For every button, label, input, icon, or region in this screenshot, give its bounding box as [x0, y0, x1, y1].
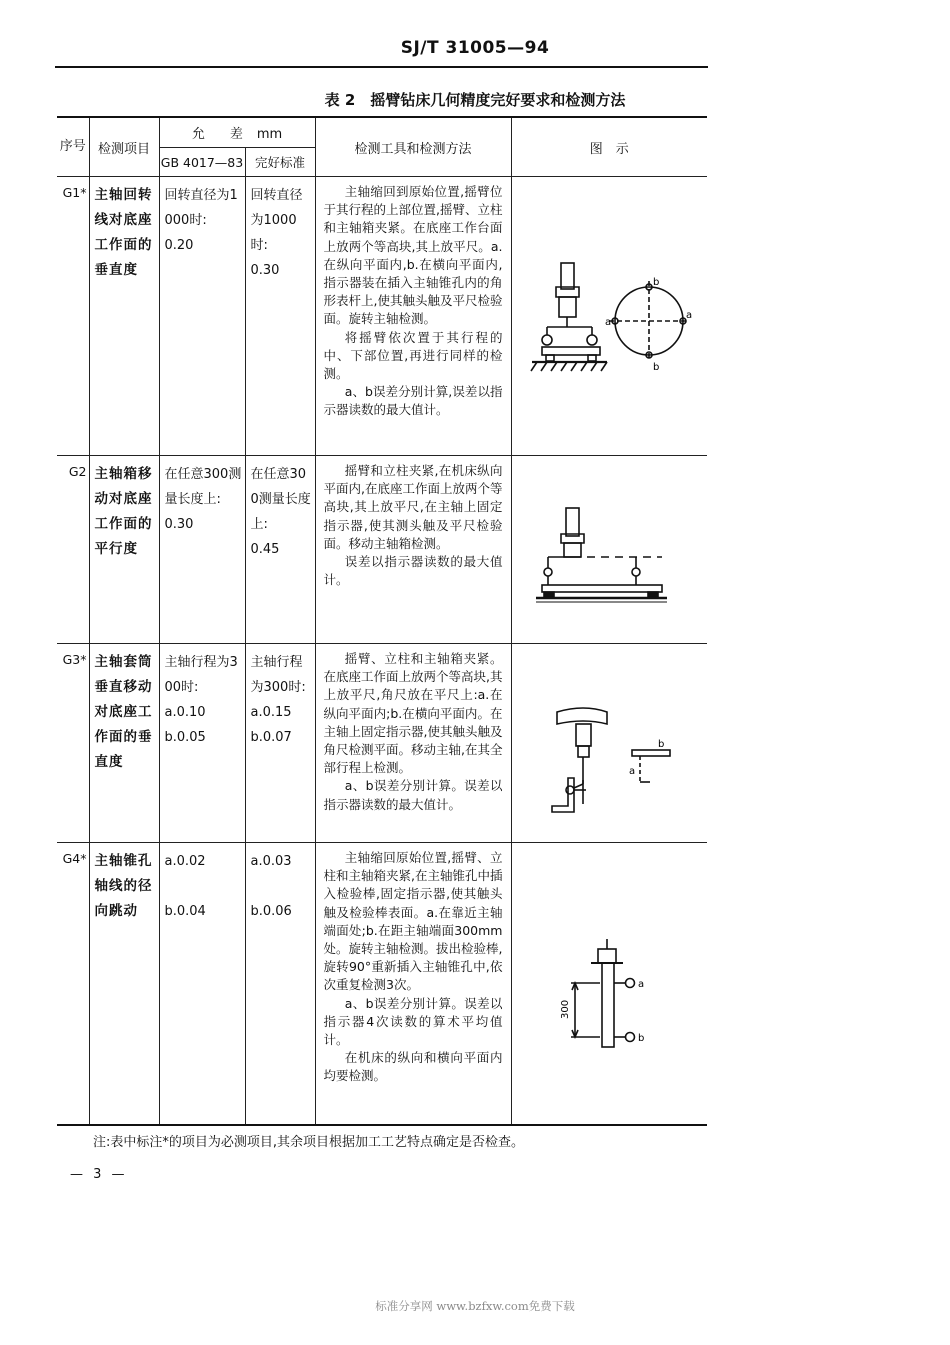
row-figure — [511, 177, 707, 456]
row-gb-tolerance — [159, 644, 245, 843]
row-item: 主轴锥孔轴线的径向跳动 — [89, 843, 159, 1125]
header-gb: GB 4017—83 — [159, 148, 245, 177]
table-row-g2 — [57, 456, 707, 644]
header-tolerance-unit: mm — [256, 127, 283, 142]
row-gb-tolerance — [159, 177, 245, 456]
tol-line: 回转直径为1000时: — [164, 188, 238, 228]
header-method: 检测工具和检测方法 — [315, 117, 511, 177]
method-para: 摇臂、立柱和主轴箱夹紧。在底座工作面上放两个等高块,其上放平尺,角尺放在平尺上:a.在纵向平面内;b.在横向平面内。在主轴上固定指示器,使其触头触及角尺检测平面。移动主轴,在其全部行程上检测。 — [323, 651, 503, 776]
tol-line: 0.20 — [164, 238, 194, 253]
method-para: 主轴缩回到原始位置,摇臂位于其行程的上部位置,摇臂、立柱和主轴箱夹紧。在底座工作台面上放两个等高块,其上放平尺。a.在纵向平面内,b.在横向平面内,指示器装在插入主轴锥孔内的角形表杆上,使其触头触及平尺检验面。旋转主轴检测。 — [323, 184, 503, 327]
tol-gap — [165, 874, 242, 899]
footnote: 注:表中标注*的项目为必测项目,其余项目根据加工工艺特点确定是否检查。 — [93, 1135, 525, 1150]
watermark: 标准分享网 www.bzfxw.com免费下载 — [375, 1299, 575, 1313]
row-figure — [511, 843, 707, 1125]
tol-line: b.0.06 — [250, 904, 292, 919]
method-para: 将摇臂依次置于其行程的中、下部位置,再进行同样的检测。 — [323, 329, 503, 382]
row-figure — [511, 644, 707, 843]
row-standard-tolerance — [245, 456, 315, 644]
row-no: G1* — [57, 177, 89, 456]
row-method — [315, 456, 511, 644]
header-standard: 完好标准 — [245, 148, 315, 177]
g4-diagram — [512, 843, 708, 1125]
tol-line: a.0.03 — [250, 854, 292, 869]
row-method — [315, 644, 511, 843]
method-para: a、b误差分别计算。误差以指示器读数的最大值计。 — [323, 778, 503, 812]
tol-line: 在任意300测量长度上: — [250, 467, 311, 532]
method-para: 主轴缩回原始位置,摇臂、立柱和主轴箱夹紧,在主轴锥孔中插入检验棒,固定指示器,使其触头触及检验棒表面。a.在靠近主轴端面处;b.在距主轴端面300mm处。旋转主轴检测。拔出检验棒,旋转90°重新插入主轴锥孔中,依次重复检测3次。 — [323, 850, 503, 993]
method-para: a、b误差分别计算,误差以指示器读数的最大值计。 — [323, 384, 503, 418]
method-para: 误差以指示器读数的最大值计。 — [323, 554, 503, 588]
table-row-g1 — [57, 177, 707, 456]
table-row-g3 — [57, 644, 707, 843]
row-method — [315, 843, 511, 1125]
tol-gap — [251, 874, 312, 899]
table-row-g4 — [57, 843, 707, 1125]
g3-diagram — [512, 644, 708, 843]
fig-label: a — [637, 979, 644, 990]
fig-label: b — [637, 1033, 644, 1044]
header-no: 序号 — [57, 117, 89, 177]
fig-dimension: 300 — [559, 999, 571, 1019]
tol-line: b.0.04 — [164, 904, 206, 919]
header-figure: 图 示 — [511, 117, 707, 177]
fig-label: b — [652, 277, 659, 288]
row-standard-tolerance — [245, 177, 315, 456]
row-gb-tolerance — [159, 843, 245, 1125]
tol-line: 回转直径为1000时: — [250, 188, 303, 253]
fig-label: b — [657, 739, 664, 750]
fig-label: a — [685, 310, 692, 321]
tol-line: b.0.05 — [164, 730, 206, 745]
row-gb-tolerance — [159, 456, 245, 644]
page-number: — 3 — — [70, 1167, 125, 1182]
header-item: 检测项目 — [89, 117, 159, 177]
tol-line: 在任意300测量长度上: — [164, 467, 242, 507]
fig-label: b — [652, 362, 659, 373]
tol-line: a.0.15 — [250, 705, 292, 720]
fig-label: a — [628, 766, 635, 777]
g1-diagram — [512, 177, 708, 456]
method-para: 在机床的纵向和横向平面内均要检测。 — [323, 1050, 503, 1084]
row-figure — [511, 456, 707, 644]
precision-table — [57, 116, 707, 1126]
row-standard-tolerance — [245, 644, 315, 843]
tol-line: 0.30 — [250, 263, 280, 278]
tol-line: 主轴行程为300时: — [164, 655, 238, 695]
row-no: G3* — [57, 644, 89, 843]
standard-code: SJ/T 31005—94 — [400, 38, 550, 58]
method-para: a、b误差分别计算。误差以指示器4次读数的算术平均值计。 — [323, 995, 503, 1048]
header-tolerance-label: 允 差 — [191, 127, 249, 142]
row-no: G2 — [57, 456, 89, 644]
method-para: 摇臂和立柱夹紧,在机床纵向平面内,在底座工作面上放两个等高块,其上放平尺,在主轴上固定指示器,使其测头触及平尺检验面。移动主轴箱检测。 — [323, 463, 503, 551]
header-rule — [55, 66, 708, 68]
row-no: G4* — [57, 843, 89, 1125]
row-item: 主轴箱移动对底座工作面的平行度 — [89, 456, 159, 644]
tol-line: a.0.02 — [164, 854, 206, 869]
tol-line: b.0.07 — [250, 730, 292, 745]
row-item: 主轴套筒垂直移动对底座工作面的垂直度 — [89, 644, 159, 843]
fig-label: a — [604, 317, 611, 328]
row-item: 主轴回转线对底座工作面的垂直度 — [89, 177, 159, 456]
tol-line: 0.45 — [250, 542, 280, 557]
tol-line: a.0.10 — [164, 705, 206, 720]
header-row-1 — [57, 117, 707, 148]
g2-diagram — [512, 456, 708, 644]
tol-line: 主轴行程为300时: — [250, 655, 306, 695]
table-title: 表 2 摇臂钻床几何精度完好要求和检测方法 — [324, 91, 626, 109]
row-method — [315, 177, 511, 456]
row-standard-tolerance — [245, 843, 315, 1125]
tol-line: 0.30 — [164, 517, 194, 532]
header-tolerance — [159, 117, 315, 148]
